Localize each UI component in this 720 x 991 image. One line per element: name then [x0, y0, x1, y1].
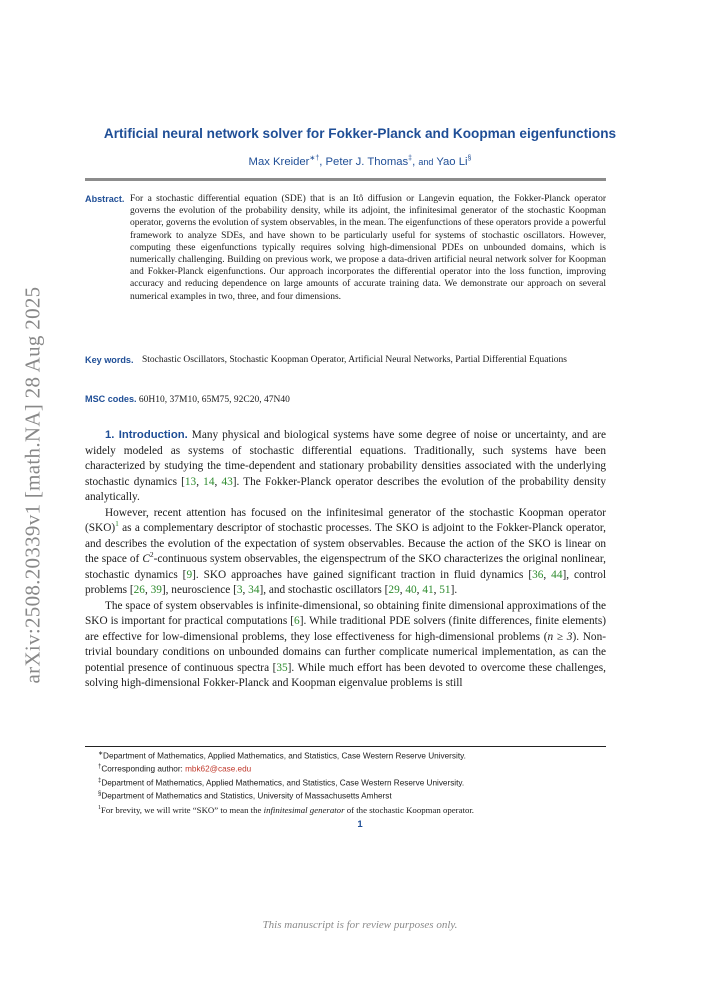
math-inline: n ≥ 3	[547, 630, 573, 643]
keywords-text: Stochastic Oscillators, Stochastic Koopman Operator, Artificial Neural Networks, Partial Differential Equations	[142, 355, 567, 365]
footnote-text: For brevity, we will write “SKO” to mean the	[101, 804, 264, 815]
title-rule	[85, 178, 606, 181]
author-affiliation-mark: ∗†	[309, 155, 320, 162]
footnote-text: of the stochastic Koopman operator.	[344, 804, 474, 815]
msc-label: MSC codes.	[85, 394, 137, 404]
paragraph-text: ]. While traditional PDE solvers (finite differences, finite elements) are effective for low-dimensional problems, they lose effectiveness for high-dimensional problems (	[85, 615, 606, 643]
citation-link[interactable]: 14	[203, 475, 215, 488]
email-link[interactable]: mbk62@case.edu	[185, 765, 252, 775]
citation-link[interactable]: 9	[186, 568, 193, 581]
citation-link[interactable]: 3	[236, 584, 243, 596]
msc-codes-block	[85, 394, 606, 405]
footnote	[85, 789, 606, 802]
abstract-text: For a stochastic differential equation (SDE) that is an Itô diffusion or Langevin equation, the Fokker-Planck operator governs the evolution of the probability density, while its adjoint, the infinitesimal generator of the stochastic Koopman operator, governs the evolution of system observables, in the mean. The eigenfunctions of these operators provide a powerful framework to analyze SDEs, and have shown to be particularly useful for systems of stochastic oscillators. However, computing these eigenfunctions typically requires solving high-dimensional PDEs on unbounded domains, which is numerically challenging. Building on previous work, we propose a data-driven artificial neural network solver for Koopman and Fokker-Planck eigenfunctions. Our approach incorporates the differential operator into the loss function, improving accuracy and reducing dependence on large amounts of accurate training data. We demonstrate our approach on several numerical examples in two, three, and four dimensions.	[130, 194, 606, 302]
citation-link[interactable]: 43	[221, 475, 233, 488]
review-notice: This manuscript is for review purposes only.	[262, 919, 458, 931]
footnote	[85, 762, 606, 775]
paragraph-text: ].	[450, 584, 458, 596]
citation-link[interactable]: 51	[439, 584, 451, 596]
footnote-mark: §	[98, 791, 102, 798]
paragraph	[85, 599, 606, 692]
paragraph-text: ]. While much effort has been devoted to overcome these challenges, solving high-dimensional Fokker-Planck and Koopman eigenvalue problems is still	[85, 661, 606, 689]
keywords-block	[85, 354, 606, 366]
author-separator: ,	[412, 155, 416, 168]
section-heading: 1. Introduction.	[105, 429, 188, 441]
paragraph-text: ]. SKO approaches have gained significant traction in fluid dynamics [	[192, 568, 533, 581]
math-superscript: 2	[149, 550, 154, 560]
paragraph-text: as a complementary descriptor of stochastic processes. The SKO is adjoint to the Fokker-Planck operator, and describes the evolution of the expectation of system observables. Because the action of the SKO is linear on the space of	[85, 522, 606, 565]
footnote-text: Department of Mathematics, Applied Mathematics, and Statistics, Case Western Reserve University.	[101, 778, 465, 788]
citation-link[interactable]: 36	[532, 568, 544, 581]
paragraph-text: ], control problems [	[85, 568, 606, 596]
paragraph-text: ], and stochastic oscillators [	[259, 584, 389, 596]
paper-title: Artificial neural network solver for Fokker-Planck and Koopman eigenfunctions	[103, 126, 617, 141]
footnote-text: Department of Mathematics and Statistics, University of Massachusetts Amherst	[101, 792, 392, 802]
citation-link[interactable]: 13	[184, 475, 197, 488]
author-affiliation-mark: ‡	[408, 155, 413, 162]
footnote-text: Department of Mathematics, Applied Mathematics, and Statistics, Case Western Reserve University.	[103, 751, 466, 761]
citation-link[interactable]: 6	[294, 615, 300, 627]
author-name: Max Kreider	[248, 155, 310, 168]
math-symbol: C	[142, 553, 150, 565]
author-name: Yao Li	[436, 155, 468, 168]
footnote-mark: ‡	[98, 777, 102, 784]
citation-link[interactable]: 41	[422, 584, 434, 596]
citation-link[interactable]: 44	[551, 568, 563, 581]
introduction-section	[85, 428, 606, 692]
footnote-mark: †	[98, 764, 102, 771]
footnote-rule	[85, 746, 606, 747]
msc-text: 60H10, 37M10, 65M75, 92C20, 47N40	[138, 395, 290, 405]
citation-link[interactable]: 26	[133, 584, 145, 596]
abstract-label: Abstract.	[85, 194, 125, 204]
footnote-emphasis: infinitesimal generator	[263, 804, 345, 815]
abstract-block	[85, 193, 606, 303]
footnote	[85, 776, 606, 789]
arxiv-stamp	[8, 280, 58, 690]
author-list	[0, 154, 720, 168]
paragraph-text: The space of system observables is infinite-dimensional, so obtaining finite dimensional approximations of the SKO is important for practical computations [	[85, 599, 606, 627]
paragraph-text: However, recent attention has focused on the infinitesimal generator of the stochastic Koopman operator (SKO)	[85, 506, 606, 534]
citation-link[interactable]: 35	[276, 661, 288, 674]
citation-link[interactable]: 34	[248, 584, 260, 596]
paragraph-text: ). Non-trivial boundary conditions on unbounded domains can further complicate numerical implementation, as can the potential presence of continuous spectra [	[85, 630, 606, 674]
footnote-text: Corresponding author:	[101, 765, 186, 775]
author-conjunction: and	[418, 156, 434, 167]
paragraph-text: -continuous system observables, the eigenspectrum of the SKO characterizes the original nonlinear, stochastic dynamics [	[85, 553, 606, 581]
footnote-mark: ∗	[98, 751, 104, 757]
footnote-ref-link[interactable]: 1	[115, 519, 119, 529]
author-affiliation-mark: §	[467, 155, 472, 162]
citation-link[interactable]: 29	[388, 584, 400, 596]
paragraph-text: ]. The Fokker-Planck operator describes the evolution of the probability density analytically.	[85, 475, 606, 503]
keywords-label: Key words.	[85, 355, 134, 365]
paragraph-text: ], neuroscience [	[161, 584, 237, 596]
page-number: 1	[357, 819, 363, 830]
citation-link[interactable]: 39	[150, 584, 162, 596]
arxiv-stamp-text: arXiv:2508.20339v1 [math.NA] 28 Aug 2025	[20, 286, 45, 684]
footnote	[85, 749, 606, 762]
paragraph-text: Many physical and biological systems have some degree of noise or uncertainty, and are widely modeled as systems of stochastic differential equations. Traditionally, such systems have been characterized by studying the time-dependent and stationary probability densities associated with the underlying stochastic dynamics [	[85, 429, 606, 488]
footnotes	[85, 749, 606, 816]
footnote	[85, 803, 606, 817]
paragraph: However, recent attention has focused on the infinitesimal generator of the stochastic Koopman operator (SKO)$^1$ as a complementary descriptor of stochastic processes. The SKO is adjoint to the Fokker-Planck operator, and describes the evolution of the expectation of system observables. Because the action of the SKO is linear on the space of $C^2$-continuous system observables, the eigenspectrum of the SKO characterizes the original nonlinear, stochastic dynamics [9]. SKO approaches have gained significant traction in fluid dynamics [36, 44], control problems [26, 39], neuroscience [3, 34], and stochastic oscillators [29, 40, 41, 51].	[85, 506, 606, 596]
paragraph: 1. Introduction. Many physical and biological systems have some degree of noise or uncertainty, and are widely modeled as systems of stochastic differential equations. Traditionally, such systems have been characterized by studying the time-dependent and stationary probability densities associated with the underlying stochastic dynamics [13, 14, 43]. The Fokker-Planck operator describes the evolution of the probability density analytically.	[85, 429, 606, 503]
author-name: Peter J. Thomas	[325, 155, 409, 168]
author-separator: ,	[319, 155, 323, 168]
citation-link[interactable]: 40	[405, 584, 417, 596]
footnote-mark: 1	[98, 804, 101, 811]
